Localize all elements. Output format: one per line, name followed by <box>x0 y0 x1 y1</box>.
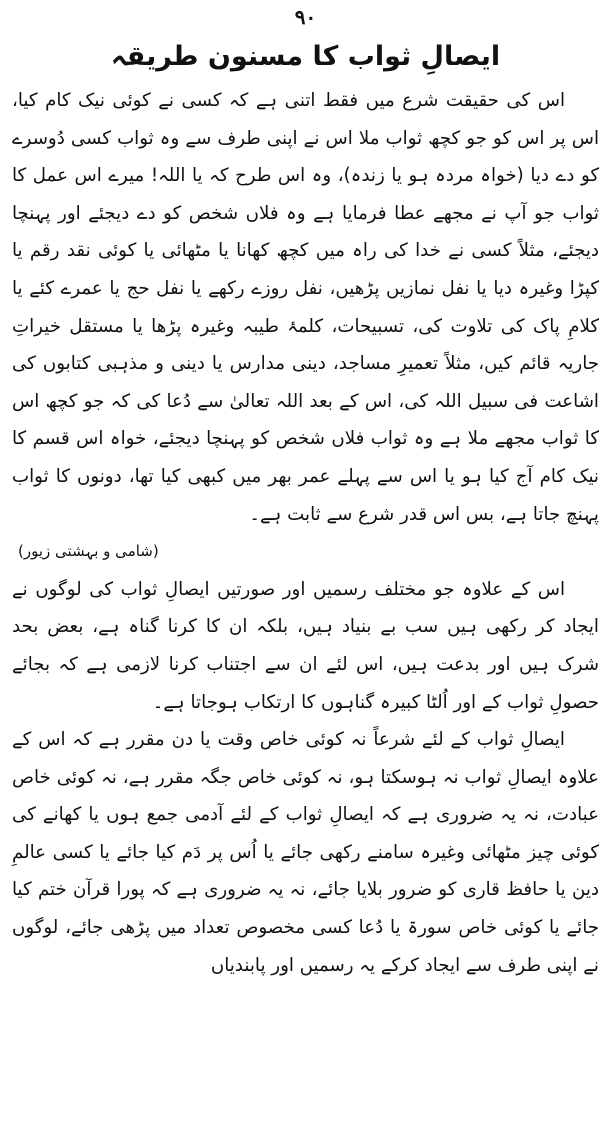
page-number: ۹۰ <box>294 5 317 29</box>
reference-citation: (شامی و بہشتی زیور) <box>18 542 159 561</box>
page-heading: ایصالِ ثواب کا مسنون طریقہ <box>110 41 501 72</box>
paragraph-3: ایصالِ ثواب کے لئے شرعاً نہ کوئی خاص وقت یا دن مقرر ہے کہ اس کے علاوہ ایصالِ ثواب نہ ہوسکتا ہو، نہ کوئی خاص جگہ مقرر ہے، نہ کوئی خاص عبادت، نہ یہ ضروری ہے کہ ایصالِ ثواب کے لئے آدمی جمع ہوں یا کھانے کی کوئی چیز مٹھائی وغیرہ سامنے رکھی جائے یا اُس پر دَم کیا جائے یا کسی عالمِ دین یا حافظ قاری کو ضرور بلایا جائے، نہ یہ ضروری ہے کہ پورا قرآن ختم کیا جائے یا کوئی خاص سورۃ یا دُعا کسی مخصوص تعداد میں پڑھی جائے، لوگوں نے اپنی طرف سے ایجاد کرکے یہ رسمیں اور پابندیاں <box>12 729 599 976</box>
paragraph-2: اس کے علاوہ جو مختلف رسمیں اور صورتیں ایصالِ ثواب کی لوگوں نے ایجاد کر رکھی ہیں سب بے بنیاد ہیں، بلکہ ان کا کرنا گناہ ہے، بعض بحد شرک ہیں اور بدعت ہیں، اس لئے ان سے اجتناب کرنا لازمی ہے کہ بجائے حصولِ ثواب کے اور اُلٹا کبیرہ گناہوں کا ارتکاب ہوجاتا ہے۔ <box>12 578 599 713</box>
paragraph-1: اس کی حقیقت شرع میں فقط اتنی ہے کہ کسی نے کوئی نیک کام کیا، اس پر اس کو جو کچھ ثواب ملا اس نے اپنی طرف سے وہ ثواب کسی دُوسرے کو دے دیا (خواہ مردہ ہو یا زندہ)، وہ اس طرح کہ یا اللہ! میرے اس عمل کا ثواب جو آپ نے مجھے عطا فرمایا ہے وہ فلاں شخص کو دے دیجئے اور پہنچا دیجئے، مثلاً کسی نے خدا کی راہ میں کچھ کھانا یا مٹھائی یا کوئی نقد رقم یا کپڑا وغیرہ دیا یا نفل نمازیں پڑھیں، نفل روزے رکھے یا نفل حج یا عمرے کئے یا کلامِ پاک کی تلاوت کی، تسبیحات، کلمۂ طیبہ وغیرہ پڑھا یا مستقل خیراتِ جاریہ قائم کیں، مثلاً تعمیرِ مساجد، دینی مدارس یا دینی و مذہبی کتابوں کی اشاعت فی سبیل اللہ کی، اس کے بعد اللہ تعالیٰ سے دُعا کی کہ جو کچھ اس کا ثواب مجھے ملا ہے وہ ثواب فلاں شخص کو پہنچا دیجئے، خواہ اس قسم کا نیک کام آج کیا ہو یا اس سے پہلے عمر بھر میں کبھی کیا تھا، دونوں کا ثواب پہنچ جاتا ہے، بس اس قدر شرع سے ثابت ہے۔ <box>12 90 599 525</box>
